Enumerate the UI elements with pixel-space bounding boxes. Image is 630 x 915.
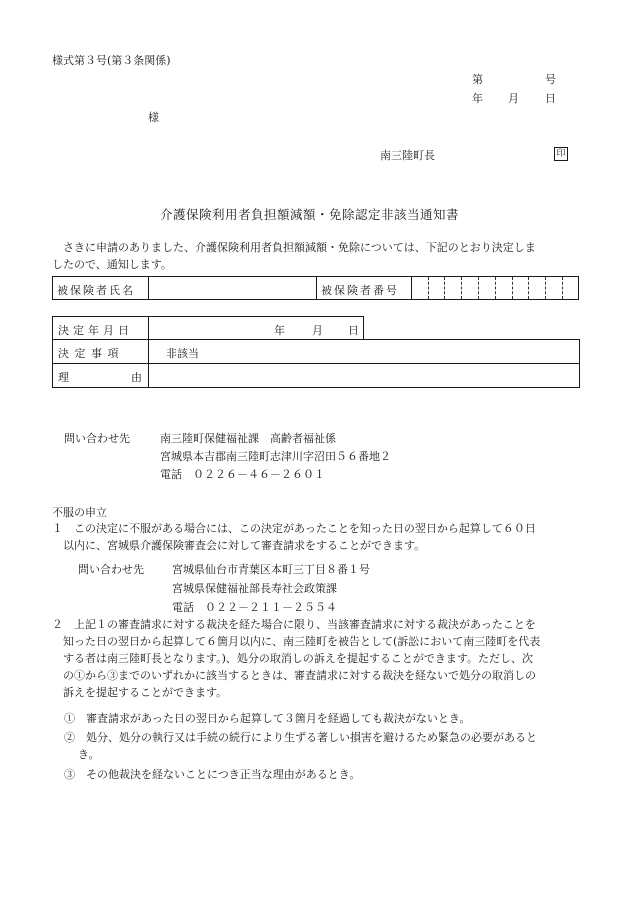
insured-name-label: 被保険者氏名	[57, 284, 135, 297]
document-title: 介護保険利用者負担額減額・免除認定非該当通知書	[160, 207, 460, 222]
decision-matter-value: 非該当	[166, 347, 199, 360]
decision-date-month: 月	[312, 324, 323, 337]
objection-subitem-3: ③ その他裁決を経ないことにつき正当な理由があるとき。	[64, 768, 361, 781]
objection-item-2-line: 知った日の翌日から起算して６箇月以内に、南三陸町を被告として(訴訟において南三陸町を代表	[63, 635, 541, 648]
decision-date-year: 年	[274, 324, 285, 337]
reason-field[interactable]	[148, 363, 580, 388]
reason-label-second: 由	[131, 371, 142, 384]
objection-item-1-line: 以内に、宮城県介護保険審査会に対して審査請求をすることができます。	[63, 539, 426, 552]
digit-divider	[545, 277, 546, 299]
objection-subitem-2-line: ② 処分、処分の執行又は手続の続行により生ずる著しい損害を避けるため緊急の必要があると	[64, 731, 537, 744]
decision-date-field[interactable]	[148, 316, 364, 340]
objection-subitem-1: ① 審査請求があった日の翌日から起算して３箇月を経過しても裁決がないとき。	[64, 712, 471, 725]
decision-matter-field[interactable]	[148, 339, 580, 364]
digit-divider	[478, 277, 479, 299]
objection-subitem-2	[64, 729, 594, 763]
objection-heading: 不服の申立	[52, 506, 107, 519]
decision-date-label: 決定年月日	[58, 324, 133, 337]
date-month: 月	[508, 92, 519, 105]
digit-divider	[528, 277, 529, 299]
intro-line-2: したので、通知します。	[52, 258, 172, 271]
prefecture-contact-address: 宮城県仙台市青葉区本町三丁目８番１号	[172, 563, 370, 576]
addressee-suffix: 様	[148, 111, 159, 124]
prefecture-contact-label: 問い合わせ先	[78, 563, 144, 576]
prefecture-contact-phone: 電話 ０２２－２１１－２５５４	[172, 601, 337, 614]
digit-divider	[562, 277, 563, 299]
issuer-name: 南三陸町長	[380, 149, 435, 162]
contact-address: 宮城県本吉郡南三陸町志津川字沼田５６番地２	[160, 450, 391, 463]
digit-divider	[461, 277, 462, 299]
digit-divider	[512, 277, 513, 299]
contact-phone: 電話 ０２２６－４６－２６０１	[160, 468, 325, 481]
seal-mark: 印	[554, 147, 568, 161]
insured-name-field[interactable]	[148, 276, 317, 300]
reason-label-first: 理	[58, 371, 69, 384]
contact-department: 南三陸町保健福祉課 高齢者福祉係	[160, 432, 336, 445]
objection-item-2	[52, 616, 592, 701]
objection-item-2-line: ２ 上記１の審査請求に対する裁決を経た場合に限り、当該審査請求に対する裁決があったことを	[52, 618, 536, 631]
prefecture-contact-department: 宮城県保健福祉部長寿社会政策課	[172, 582, 337, 595]
decision-date-day: 日	[348, 324, 359, 337]
date-day: 日	[545, 92, 556, 105]
document-number-prefix: 第	[472, 73, 483, 86]
form-number: 様式第３号(第３条関係)	[52, 54, 171, 67]
decision-matter-label: 決 定 事 項	[58, 347, 120, 360]
objection-item-1	[52, 520, 592, 554]
date-year: 年	[472, 92, 483, 105]
digit-divider	[428, 277, 429, 299]
objection-item-2-line: の①から③までのいずれかに該当するときは、審査請求に対する裁決を経ないで処分の取消しの	[63, 669, 536, 682]
document-number-suffix: 号	[545, 73, 556, 86]
digit-divider	[495, 277, 496, 299]
objection-item-1-line: １ この決定に不服がある場合には、この決定があったことを知った日の翌日から起算して６０日	[52, 522, 536, 535]
objection-item-2-line: する者は南三陸町長となります。)、処分の取消しの訴えを提起することができます。ただし、次	[63, 652, 534, 665]
objection-subitem-2-line: き。	[78, 748, 100, 761]
insured-number-label: 被保険者番号	[321, 284, 399, 297]
contact-label: 問い合わせ先	[64, 432, 130, 445]
intro-line-1: さきに申請のありました、介護保険利用者負担額減額・免除については、下記のとおり決定しま	[63, 241, 536, 254]
intro-text	[52, 239, 592, 273]
digit-divider	[444, 277, 445, 299]
objection-item-2-line: 訴えを提起することができます。	[63, 686, 228, 699]
